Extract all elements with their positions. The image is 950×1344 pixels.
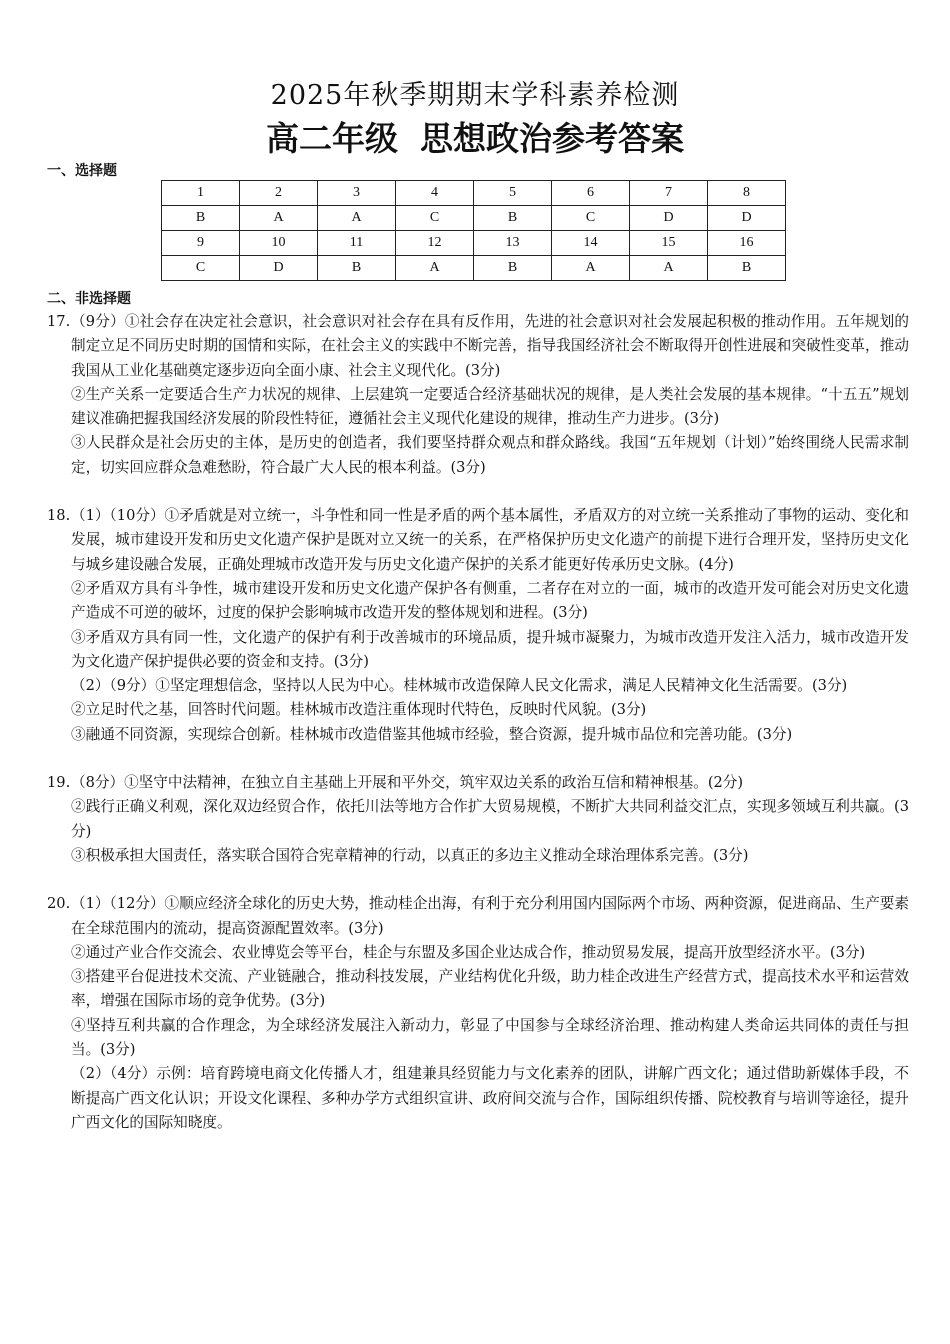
- question-number-cell: 16: [708, 231, 786, 256]
- grade-label: 高二年级: [266, 119, 398, 158]
- answer-cell: A: [630, 256, 708, 281]
- answer-paragraph: （1）（10分）①矛盾就是对立统一，斗争性和同一性是矛盾的两个基本属性，矛盾双方的对立统一关系推动了事物的运动、变化和发展，城市建设开发和历史文化遗产保护是既对立又统一的关系，在严格保护历史文化遗产的前提下进行合理开发，坚持历史文化与城乡建设融合发展，正确处理城市改造开发与历史文化遗产保护的关系才能更好传承历史文脉。(4分): [71, 507, 909, 573]
- answer-paragraph: ④坚持互利共赢的合作理念，为全球经济发展注入新动力，彰显了中国参与全球经济治理、推动构建人类命运共同体的责任与担当。(3分): [71, 1016, 909, 1059]
- section-2-heading: 二、非选择题: [47, 291, 131, 307]
- answer-paragraph: ②生产关系一定要适合生产力状况的规律、上层建筑一定要适合经济基础状况的规律，是人类社会发展的基本规律。“十五五”规划建议准确把握我国经济发展的阶段性特征，遵循社会主义现代化建设的规律，推动生产力进步。(3分): [71, 385, 909, 428]
- answer-cell: B: [474, 206, 552, 231]
- question-number-row: [162, 181, 786, 206]
- answer-cell: A: [240, 206, 318, 231]
- question-number: 20.: [47, 895, 71, 913]
- question-number-cell: 10: [240, 231, 318, 256]
- answer-cell: B: [474, 256, 552, 281]
- answer-cell: B: [708, 256, 786, 281]
- question-number-cell: 1: [162, 181, 240, 206]
- answer-paragraph: （1）（12分）①顺应经济全球化的历史大势，推动桂企出海，有利于充分利用国内国际两个市场、两种资源，促进商品、生产要素在全球范围内的流动，提高资源配置效率。(3分): [71, 895, 909, 937]
- question-number-cell: 14: [552, 231, 630, 256]
- section-1-heading: 一、选择题: [47, 163, 117, 179]
- answer-cell: D: [708, 206, 786, 231]
- answer-cell: B: [162, 206, 240, 231]
- answer-cell: D: [240, 256, 318, 281]
- answer-cell: C: [162, 256, 240, 281]
- question-number: 19.: [47, 774, 71, 792]
- question-number-cell: 12: [396, 231, 474, 256]
- answer-cell: A: [552, 256, 630, 281]
- answer-cell: D: [630, 206, 708, 231]
- answer-paragraph: ③搭建平台促进技术交流、产业链融合，推动科技发展，产业结构优化升级，助力桂企改进生产经营方式，提高技术水平和运营效率，增强在国际市场的竞争优势。(3分): [71, 968, 909, 1010]
- question-number-cell: 3: [318, 181, 396, 206]
- question-number: 17.: [47, 313, 71, 330]
- answer-paragraph: ②矛盾双方具有斗争性，城市建设开发和历史文化遗产保护各有侧重，二者存在对立的一面，城市的改造开发可能会对历史文化遗产造成不可逆的破坏，过度的保护会影响城市改造开发的整体规划和进程。(3分): [71, 579, 909, 622]
- answer-paragraph: （9分）①社会存在决定社会意识，社会意识对社会存在具有反作用，先进的社会意识对社会发展起积极的推动作用。五年规划的制定立足不同历史时期的国情和实际，在社会主义的实践中不断完善，指导我国经济社会不断取得开创性进展和突破性变革，推动我国从工业化基础奠定逐步迈向全面小康、社会主义现代化。(3分): [71, 313, 909, 379]
- exam-subtitle: [0, 113, 950, 160]
- answer-row: [162, 206, 786, 231]
- question-number-cell: 5: [474, 181, 552, 206]
- question-number-cell: 2: [240, 181, 318, 206]
- answer-cell: A: [396, 256, 474, 281]
- exam-title: 2025年秋季期期末学科素养检测: [270, 80, 680, 111]
- question-number-cell: 13: [474, 231, 552, 256]
- answer-paragraph: ③矛盾双方具有同一性，文化遗产的保护有利于改善城市的环境品质，提升城市凝聚力，为城市改造开发注入活力，城市改造开发为文化遗产保护提供必要的资金和支持。(3分): [71, 628, 909, 670]
- subject-label: 思想政治参考答案: [420, 119, 684, 158]
- question-18: [47, 504, 909, 747]
- answer-cell: B: [318, 256, 396, 281]
- answer-paragraph: ③人民群众是社会历史的主体，是历史的创造者，我们要坚持群众观点和群众路线。我国“五年规划（计划）”始终围绕人民需求制定，切实回应群众急难愁盼，符合最广大人民的根本利益。(3分): [71, 434, 909, 476]
- answer-paragraph: （2）（4分）示例：培育跨境电商文化传播人才，组建兼具经贸能力与文化素养的团队，讲解广西文化；通过借助新媒体手段，不断提高广西文化认识；开设文化课程、多种办学方式组织宣讲、政府间交流与合作，国际组织传播、院校教育与培训等途径，提升广西文化的国际知晓度。: [71, 1065, 909, 1131]
- question-number-cell: 8: [708, 181, 786, 206]
- answer-paragraph: ②立足时代之基，回答时代问题。桂林城市改造注重体现时代特色，反映时代风貌。(3分): [71, 701, 647, 719]
- answer-cell: C: [396, 206, 474, 231]
- answer-row: [162, 256, 786, 281]
- question-number-cell: 6: [552, 181, 630, 206]
- question-number: 18.: [47, 507, 71, 525]
- answer-paragraph: （2）（9分）①坚定理想信念，坚持以人民为中心。桂林城市改造保障人民文化需求，满足人民精神文化生活需要。(3分): [71, 677, 848, 695]
- answer-paragraph: （8分）①坚守中法精神，在独立自主基础上开展和平外交，筑牢双边关系的政治互信和精神根基。(2分): [71, 774, 744, 792]
- answer-paragraph: ③积极承担大国责任，落实联合国符合宪章精神的行动，以真正的多边主义推动全球治理体系完善。(3分): [71, 846, 749, 864]
- question-20: [47, 892, 909, 1135]
- subjective-answers: [47, 310, 909, 1135]
- question-17: [47, 310, 909, 480]
- answer-paragraph: ③融通不同资源，实现综合创新。桂林城市改造借鉴其他城市经验，整合资源，提升城市品位和完善功能。(3分): [71, 725, 793, 743]
- answer-paragraph: ②通过产业合作交流会、农业博览会等平台，桂企与东盟及多国企业达成合作，推动贸易发展，提高开放型经济水平。(3分): [71, 943, 866, 961]
- choice-answer-table: [161, 180, 786, 281]
- question-number-cell: 11: [318, 231, 396, 256]
- question-number-cell: 7: [630, 181, 708, 206]
- question-number-cell: 4: [396, 181, 474, 206]
- answer-cell: A: [318, 206, 396, 231]
- answer-paragraph: ②践行正确义利观，深化双边经贸合作，依托川法等地方合作扩大贸易规模，不断扩大共同利益交汇点，实现多领域互利共赢。(3分): [71, 798, 909, 840]
- question-number-cell: 9: [162, 231, 240, 256]
- question-number-row: [162, 231, 786, 256]
- question-19: [47, 771, 909, 868]
- answer-cell: C: [552, 206, 630, 231]
- question-number-cell: 15: [630, 231, 708, 256]
